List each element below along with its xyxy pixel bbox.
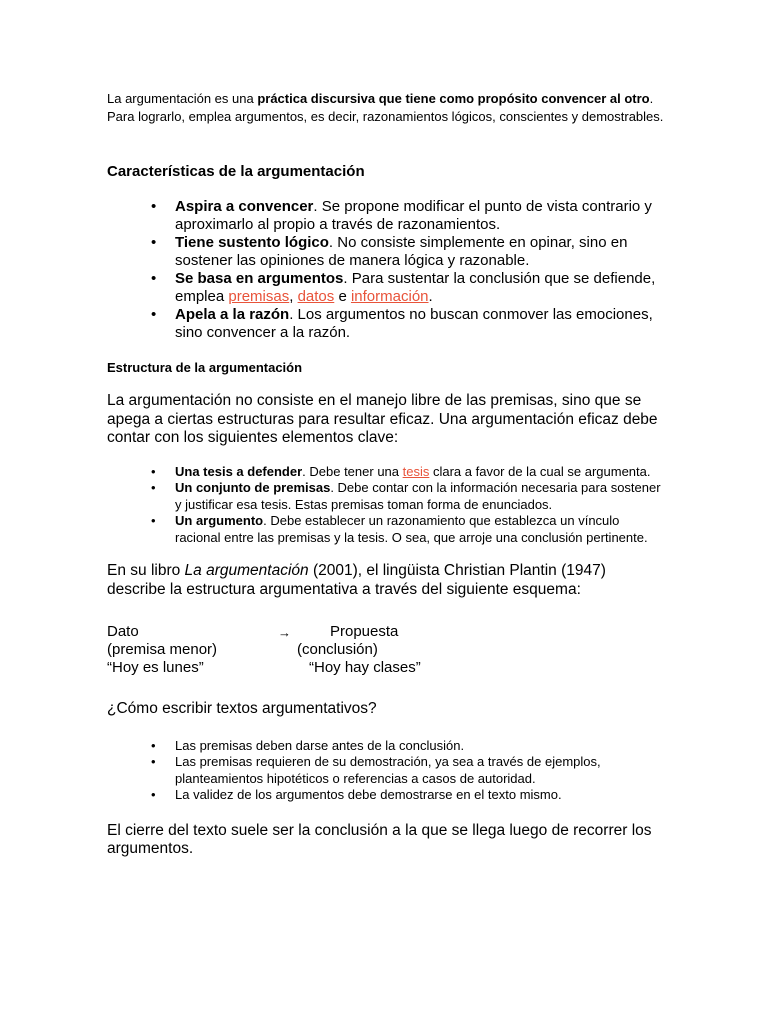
- item-bold: Un argumento: [175, 513, 264, 528]
- bullet-icon: •: [151, 198, 157, 215]
- item-bold: Tiene sustento lógico: [175, 234, 329, 251]
- bullet-icon: •: [151, 234, 157, 251]
- arrow-icon: →: [278, 625, 291, 640]
- bullet-icon: •: [151, 513, 156, 528]
- structure-heading: Estructura de la argumentación: [107, 360, 303, 375]
- characteristics-list: [107, 198, 667, 342]
- closing-paragraph: El cierre del texto suele ser la conclusión a la que se llega luego de recorrer los argumentos.: [107, 821, 652, 857]
- item-bold: Un conjunto de premisas: [175, 480, 331, 495]
- document-body: [107, 90, 667, 859]
- structure-list: [107, 464, 667, 547]
- intro-bold: práctica discursiva que tiene como propósito convencer al otro: [257, 91, 650, 106]
- plantin-text-end: (2001), el lingüista Christian Plantin (1947) describe la estructura argumentativa a través del siguiente esquema:: [107, 562, 606, 598]
- item-text: . Los argumentos no buscan conmover las emociones, sino convencer a la razón.: [175, 306, 653, 341]
- structure-paragraph: La argumentación no consiste en el manejo libre de las premisas, sino que se apega a ciertas estructuras para resultar eficaz. Una argumentación eficaz debe contar con los siguientes elementos clave:: [107, 392, 658, 446]
- list-item: [107, 234, 667, 270]
- scheme-conclusion: (conclusión): [297, 641, 378, 658]
- intro-text-end: . Para lograrlo, emplea argumentos, es decir, razonamientos lógicos, conscientes y demostrables.: [107, 91, 664, 124]
- plantin-paragraph: [107, 562, 667, 599]
- book-title: La argumentación: [184, 562, 309, 579]
- list-item: [107, 464, 667, 481]
- item-text-end: clara a favor de la cual se argumenta.: [429, 463, 651, 479]
- item-bold: Apela a la razón: [175, 306, 290, 323]
- bullet-icon: •: [151, 463, 156, 479]
- list-item: [107, 513, 667, 546]
- howto-list: [107, 738, 667, 804]
- scheme-propuesta: Propuesta: [330, 623, 399, 640]
- item-text: . Debe tener una: [302, 463, 403, 479]
- item-text: Las premisas deben darse antes de la conclusión.: [175, 737, 465, 753]
- item-bold: Aspira a convencer: [175, 198, 314, 215]
- bullet-icon: •: [151, 787, 156, 802]
- argument-scheme: [107, 623, 667, 677]
- intro-paragraph: [107, 90, 667, 126]
- item-bold: Una tesis a defender: [175, 463, 303, 479]
- separator: e: [334, 288, 351, 305]
- list-item: [107, 306, 667, 342]
- item-text: Las premisas requieren de su demostración, ya sea a través de ejemplos, planteamientos hipotéticos o referencias a casos de autoridad.: [175, 754, 601, 786]
- link-datos[interactable]: datos: [297, 288, 335, 305]
- intro-text: La argumentación es una: [107, 91, 258, 106]
- list-item: [107, 754, 667, 787]
- link-tesis[interactable]: tesis: [402, 463, 430, 479]
- bullet-icon: •: [151, 737, 156, 753]
- scheme-ejemplo-propuesta: “Hoy hay clases”: [309, 659, 421, 676]
- plantin-text: En su libro: [107, 562, 185, 579]
- list-item: [107, 738, 667, 755]
- item-text: . Debe contar con la información necesaria para sostener y justificar esa tesis. Estas premisas toman forma de enunciados.: [175, 480, 661, 512]
- scheme-premisa-menor: (premisa menor): [107, 641, 218, 658]
- bullet-icon: •: [151, 480, 156, 495]
- link-premisas[interactable]: premisas: [228, 288, 290, 305]
- item-bold: Se basa en argumentos: [175, 270, 344, 287]
- bullet-icon: •: [151, 306, 157, 323]
- scheme-ejemplo-dato: “Hoy es lunes”: [107, 659, 204, 676]
- item-end: .: [428, 288, 433, 305]
- item-text: . Se propone modificar el punto de vista contrario y aproximarlo al propio a través de razonamientos.: [175, 198, 652, 233]
- scheme-dato: Dato: [107, 623, 139, 640]
- list-item: [107, 270, 667, 306]
- characteristics-heading: Características de la argumentación: [107, 163, 365, 180]
- item-text: . Para sustentar la conclusión que se defiende, emplea: [175, 270, 656, 305]
- item-text: . No consiste simplemente en opinar, sino en sostener las opiniones de manera lógica y razonable.: [175, 234, 628, 269]
- bullet-icon: •: [151, 270, 157, 287]
- separator: ,: [289, 288, 298, 305]
- list-item: [107, 787, 667, 804]
- bullet-icon: •: [151, 754, 156, 769]
- list-item: [107, 480, 667, 513]
- item-text: . Debe establecer un razonamiento que establezca un vínculo racional entre las premisas y la tesis. O sea, que arroje una conclusión pertinente.: [175, 513, 648, 545]
- list-item: [107, 198, 667, 234]
- item-text: La validez de los argumentos debe demostrarse en el texto mismo.: [175, 787, 562, 802]
- link-informacion[interactable]: información: [350, 288, 429, 305]
- howto-question: ¿Cómo escribir textos argumentativos?: [107, 700, 377, 717]
